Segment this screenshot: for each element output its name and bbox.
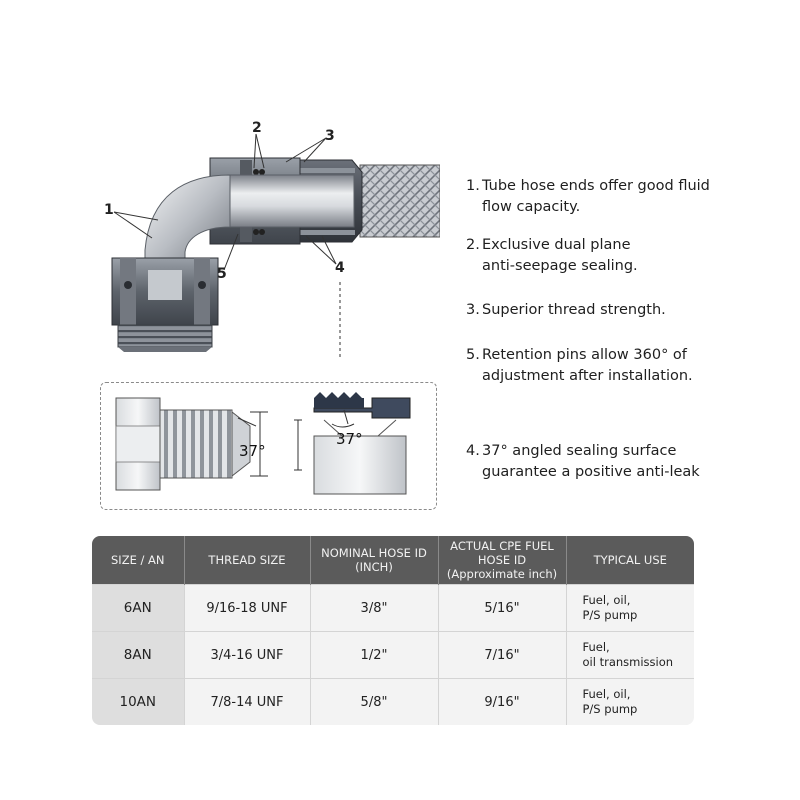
feature-text: Tube hose ends offer good fluid bbox=[482, 178, 710, 194]
feature-text: Superior thread strength. bbox=[482, 302, 666, 318]
cell-size: 8AN bbox=[92, 632, 184, 679]
angle-label-right: 37° bbox=[336, 430, 363, 448]
callout-4: 4 bbox=[335, 260, 345, 276]
tube-section bbox=[228, 175, 354, 227]
cell-thread: 7/8-14 UNF bbox=[184, 679, 310, 726]
cell-use: Fuel, oil, P/S pump bbox=[566, 679, 694, 726]
cell-use: Fuel, oil, P/S pump bbox=[566, 585, 694, 632]
header-actual: ACTUAL CPE FUEL HOSE ID (Approximate inch) bbox=[438, 536, 566, 585]
feature-number: 4. bbox=[466, 443, 480, 459]
feature-text: Exclusive dual plane bbox=[482, 237, 631, 253]
cell-size: 6AN bbox=[92, 585, 184, 632]
header-use: TYPICAL USE bbox=[566, 536, 694, 585]
tube-elbow bbox=[145, 175, 230, 270]
angle-label-left: 37° bbox=[239, 442, 266, 460]
feature-3 bbox=[466, 300, 786, 321]
cell-thread: 9/16-18 UNF bbox=[184, 585, 310, 632]
feature-number: 5. bbox=[466, 347, 480, 363]
feature-text-cont: guarantee a positive anti-leak bbox=[482, 464, 700, 480]
feature-text: 37° angled sealing surface bbox=[482, 443, 677, 459]
feature-4 bbox=[466, 441, 786, 483]
feature-text-cont: adjustment after installation. bbox=[482, 368, 693, 384]
cell-actual: 5/16" bbox=[438, 585, 566, 632]
feature-text-cont: flow capacity. bbox=[482, 199, 581, 215]
header-thread: THREAD SIZE bbox=[184, 536, 310, 585]
feature-number: 1. bbox=[466, 178, 480, 194]
feature-2 bbox=[466, 235, 786, 277]
callout-2: 2 bbox=[252, 120, 262, 136]
seal-detail-illustration bbox=[110, 390, 430, 502]
cell-actual: 9/16" bbox=[438, 679, 566, 726]
cell-size: 10AN bbox=[92, 679, 184, 726]
cell-nominal: 1/2" bbox=[310, 632, 438, 679]
feature-text-cont: anti-seepage sealing. bbox=[482, 258, 638, 274]
callout-1: 1 bbox=[104, 202, 114, 218]
feature-text: Retention pins allow 360° of bbox=[482, 347, 687, 363]
header-nominal: NOMINAL HOSE ID (INCH) bbox=[310, 536, 438, 585]
feature-number: 2. bbox=[466, 237, 480, 253]
table-row bbox=[92, 585, 694, 632]
callout-5: 5 bbox=[217, 266, 227, 282]
feature-5 bbox=[466, 345, 786, 387]
table-row bbox=[92, 679, 694, 726]
fitting-illustration bbox=[90, 120, 440, 360]
callout-3: 3 bbox=[325, 128, 335, 144]
cell-use: Fuel, oil transmission bbox=[566, 632, 694, 679]
cell-nominal: 5/8" bbox=[310, 679, 438, 726]
cell-nominal: 3/8" bbox=[310, 585, 438, 632]
cell-actual: 7/16" bbox=[438, 632, 566, 679]
thread-end bbox=[118, 325, 212, 347]
table-header-row bbox=[92, 536, 694, 585]
cell-thread: 3/4-16 UNF bbox=[184, 632, 310, 679]
table-row bbox=[92, 632, 694, 679]
header-size: SIZE / AN bbox=[92, 536, 184, 585]
spec-table bbox=[92, 536, 694, 725]
braided-hose bbox=[360, 165, 440, 237]
feature-number: 3. bbox=[466, 302, 480, 318]
feature-1 bbox=[466, 176, 786, 218]
